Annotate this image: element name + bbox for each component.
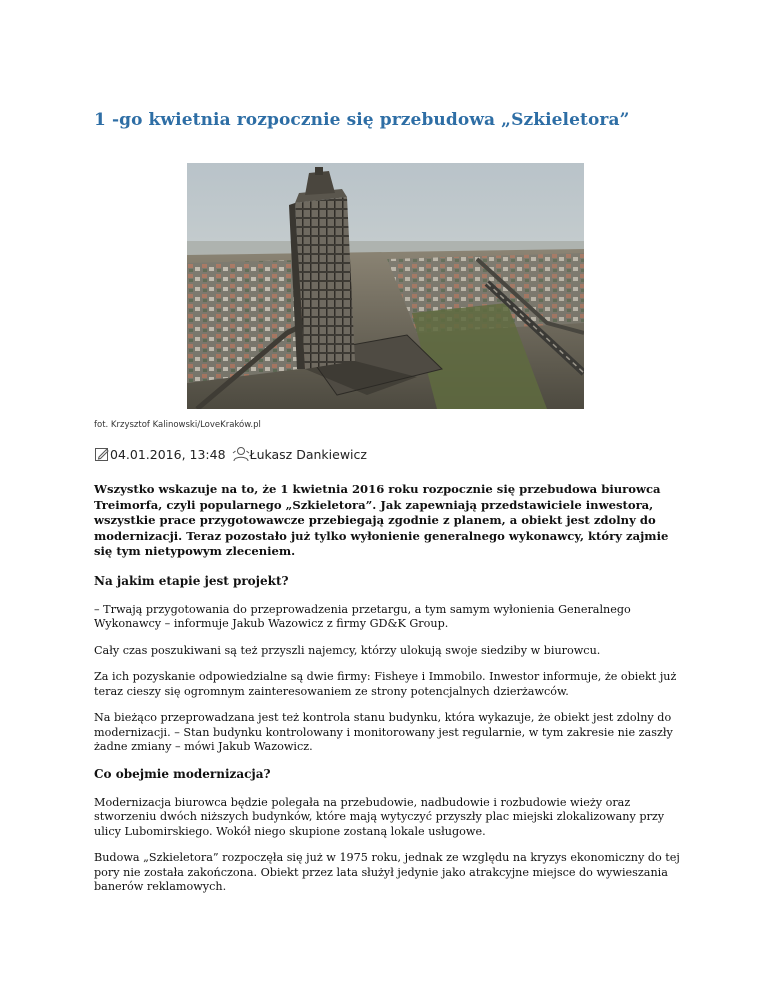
article-title: 1 -go kwietnia rozpocznie się przebudowa „Szkieletora”: [94, 110, 630, 130]
paragraph: Cały czas poszukiwani są też przyszli najemcy, którzy ulokują swoje siedziby w biurowcu.: [94, 643, 601, 657]
paragraph: Na bieżąco przeprowadzana jest też kontrola stanu budynku, która wykazuje, że obiekt jest zdolny do modernizacji. – Stan budynku kontrolowany i monitorowany jest regularnie, w tym zakresie nie zaszły żadne zmiany – mówi Jakub Wazowicz.: [94, 711, 673, 753]
photo-caption: fot. Krzysztof Kalinowski/LoveKraków.pl: [94, 420, 261, 430]
user-icon: [232, 446, 250, 462]
paragraph: Za ich pozyskanie odpowiedzialne są dwie firmy: Fisheye i Immobilo. Inwestor informuje, że obiekt już teraz cieszy się ogromnym zainteresowaniem ze strony potencjalnych dzierżawców.: [94, 670, 677, 698]
article-date: 04.01.2016, 13:48: [110, 446, 226, 462]
paragraph: – Trwają przygotowania do przeprowadzenia przetargu, a tym samym wyłonienia Generalnego Wykonawcy – informuje Jakub Wazowicz z firmy GD&K Group.: [94, 602, 631, 630]
paragraph: Modernizacja biurowca będzie polegała na przebudowie, nadbudowie i rozbudowie wieży oraz stworzeniu dwóch niższych budynków, które mają wytyczyć przyszły plac miejski zlokalizowany przy ulicy Lubomirskiego. Wokół niego skupione zostaną lokale usługowe.: [94, 795, 665, 838]
article-meta: [94, 444, 367, 464]
article-body: [94, 482, 684, 907]
section-heading: Na jakim etapie jest projekt?: [94, 573, 289, 588]
skyscraper-photo-illustration: [187, 163, 584, 409]
section-heading: Co obejmie modernizacja?: [94, 766, 271, 781]
article-photo: [187, 163, 584, 409]
article-lead: Wszystko wskazuje na to, że 1 kwietnia 2016 roku rozpocznie się przebudowa biurowca Treimorfa, czyli popularnego „Szkieletora”. Jak zapewniają przedstawiciele inwestora, wszystkie prace przygotowawcze przebiegają zgodnie z planem, a obiekt jest zdolny do modernizacji. Teraz pozostało już tylko wyłonienie generalnego wykonawcy, który zajmie się tym nietypowym zleceniem.: [94, 482, 669, 558]
edit-icon: [94, 446, 110, 462]
article-author: Łukasz Dankiewicz: [249, 446, 367, 462]
paragraph: Budowa „Szkieletora” rozpoczęła się już w 1975 roku, jednak ze względu na kryzys ekonomiczny do tej pory nie została zakończona. Obiekt przez lata służył jedynie jako atrakcyjne miejsce do wywieszania banerów reklamowych.: [94, 851, 680, 893]
